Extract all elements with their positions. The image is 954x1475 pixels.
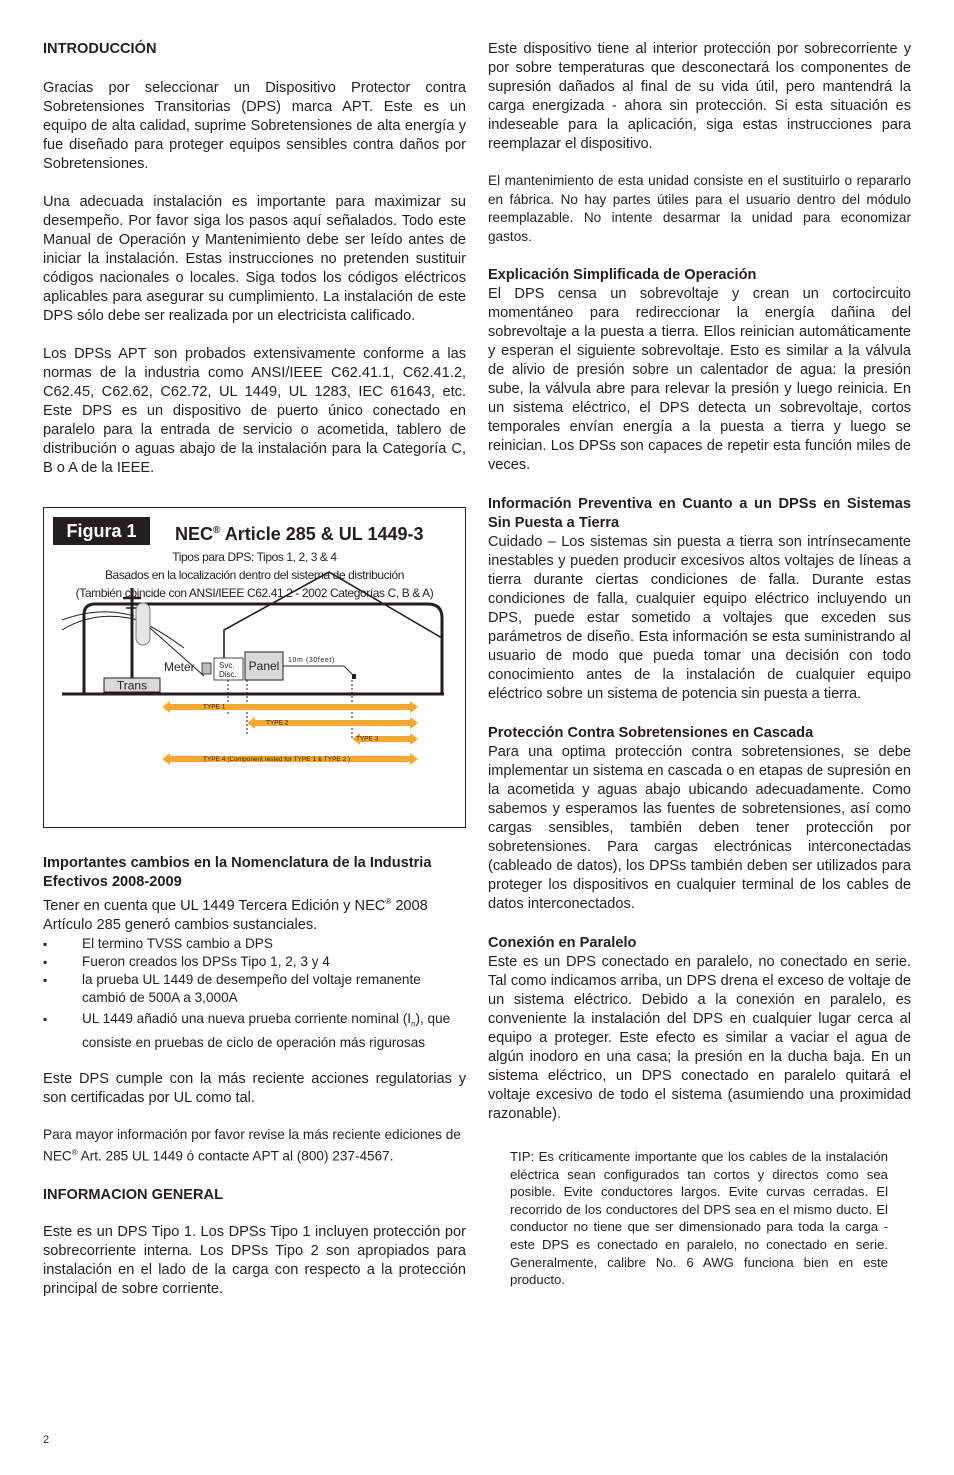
list-item: ▪ Fueron creados los DPSs Tipo 1, 2, 3 y 4 [43,953,466,971]
transformer-icon [136,603,150,645]
intro-paragraph-3: Los DPSs APT son probados extensivamente conforme a las normas de la industria como ANSI/IEEE C62.41.1, C62.41.2, C62.45, C62.62, C62.72, UL 1449, UL 1283, IEC 61643, etc. Este DPS es un dispositivo de puerto único conectado en paralelo para la entrada de servicio o acometida, tablero de distribución o aguas abajo de la instalación para la Categoría C, B o A de la IEEE. [43,346,466,476]
intro-heading: INTRODUCCIÓN [43,41,157,57]
utility-wire [62,616,184,648]
parallel-paragraph: Este es un DPS conectado en paralelo, no conectado en serie. Tal como indicamos arriba, un DPS drena el exceso de voltaje de un sistema eléctrico. Debido a la conexión en paralelo, es conveniente la instalación del DPS en cualquier lugar cerca al equipo a proteger. Este efecto es similar a vaciar el agua de algún inodoro en una casa; la presión en la ducha baja. En un sistema eléctrico, un DPS conectado en paralelo quitará el voltaje excesivo de todo el sistema (asumiendo una proximidad razonable). [488,954,911,1122]
panel-label: Panel [248,659,280,673]
changes-intro: Tener en cuenta que UL 1449 Tercera Edición y NEC® 2008 Artículo 285 generó cambios sustanciales. [43,897,428,933]
meter-box [202,663,211,674]
general-paragraph: Este es un DPS Tipo 1. Los DPSs Tipo 1 incluyen protección por sobrecorriente interna. Los DPSs Tipo 2 son apropiados para instalación en el lado de la carga con respecto a la protección principal de sobre corriente. [43,1224,466,1298]
list-item: ▪ la prueba UL 1449 de desempeño del voltaje remanente cambió de 500A a 3,000A [43,971,466,1007]
type-1-label: TYPE 1 [203,703,226,711]
cascade-paragraph: Para una optima protección contra sobretensiones, se debe implementar un sistema en cascada o en etapas de supresión en la acometida y aguas abajo ubicando adecuadamente. Como sabemos y esperamos las fuentes de sobretensiones, así como cargas sensibles, también deben tener protección por sobretensiones. Para cargas electrónicas interconectadas (cableado de datos), los DPSs también deben ser utilizados para proteger los dispositivos en cualquier terminal de los cables de datos interconectados. [488,744,911,912]
type-4-arrow [162,753,418,765]
svc-label: Svc. [219,661,235,670]
figure-1 [43,507,466,828]
distance-label: 10m (30feet) [288,657,335,664]
disc-label: Disc. [219,670,237,679]
meter-label: Meter [164,660,195,674]
trans-label: Trans [116,678,148,693]
changes-list [43,935,466,1052]
cascade-heading: Protección Contra Sobretensiones en Cascada [488,725,814,741]
general-heading: INFORMACION GENERAL [43,1187,223,1204]
right-column [488,40,911,1289]
figure-subtitle-line-3: (También coincide con ANSI/IEEE C62.41.2 - 2002 Categorías C, B & A) [75,586,434,600]
operation-heading: Explicación Simplificada de Operación [488,267,757,283]
tip-box: TIP: Es críticamente importante que los cables de la instalación eléctrica sean configurados tan cortos y directos como sea posible. Evite conductores largos. Evite curvas cerradas. El recorrido de los conductores del DPS sea en el mismo ducto. El conductor no tiene que ser dimensionado para toda la carga - este DPS es conectado en paralelo, no conectado en serie. Generalmente, calibre No. 6 AWG funciona bien en este producto. [510,1149,888,1288]
type-2-label: TYPE 2 [266,719,289,727]
type-3-arrow [352,733,418,745]
parallel-heading: Conexión en Paralelo [488,935,637,951]
figure-title: NEC® Article 285 & UL 1449-3 [175,524,424,544]
figure-tab: Figura 1 [53,517,150,545]
figure-subtitle-line-2: Basados en la localización dentro del sistema de distribución [104,568,405,582]
type-3-label: TYPE 3 [356,735,379,743]
type-2-arrow [247,717,418,729]
page-number: 2 [43,1434,50,1446]
operation-paragraph: El DPS censa un sobrevoltaje y crean un cortocircuito momentáneo para redireccionar la energía dañina del sobrevoltaje a la puesta a tierra. Ellos reinician automáticamente y esperan el siguiente sobrevoltaje. Esto es similar a la válvula de alivio de presión sobre un calentador de agua: la presión sube, la válvula abre para relevar la presión y luego reinicia. En un sistema eléctrico, el DPS detecta un sobrevoltaje, cortos temporales envían energía a la puesta a tierra y luego se reinician. Los DPSs son capaces de repetir esta función miles de veces. [488,286,911,473]
list-item: ▪ UL 1449 añadió una nueva prueba corriente nominal $(I_n)$, que consiste en pruebas de ciclo de operación más rigurosas [43,1010,466,1052]
maintenance-paragraph: El mantenimiento de esta unidad consiste en el sustituirlo o repararlo en fábrica. No hay partes útiles para el usuario dentro del módulo reemplazable. No intente desarmar la unidad para economizar gastos. [488,173,911,244]
roof-line [224,572,442,660]
protection-paragraph: Este dispositivo tiene al interior protección por sobrecorriente y por sobre temperaturas que desconectará los componentes de supresión dañados al final de su vida útil, pero mantendrá la carga energizada - ahora sin protección. Si esta situación es indeseable para la aplicación, siga estas instrucciones para reemplazar el dispositivo. [488,41,911,152]
left-column [43,40,466,1299]
figure-subtitle-line-1: Tipos para DPS: Tipos 1, 2, 3 & 4 [172,550,337,564]
intro-paragraph-2: Una adecuada instalación es importante para maximizar su desempeño. Por favor siga los pasos aquí señalados. Todo este Manual de Operación y Mantenimiento debe ser leído antes de iniciar la instalación. Estas instrucciones no pretenden sustituir códigos nacionales o locales. Siga todos los códigos eléctricos aplicables para asegurar su cumplimiento. La instalación de este DPS sólo debe ser realizada por un electricista calificado. [43,194,466,324]
changes-heading: Importantes cambios en la Nomenclatura de la Industria Efectivos 2008-2009 [43,855,432,890]
preventive-heading: Información Preventiva en Cuanto a un DPSs en Sistemas Sin Puesta a Tierra [488,496,911,531]
more-info-paragraph: Para mayor información por favor revise la más reciente ediciones de NEC® Art. 285 UL 1449 ó contacte APT al (800) 237-4567. [43,1126,461,1164]
distribution-diagram [44,508,465,827]
intro-paragraph-1: Gracias por seleccionar un Dispositivo Protector contra Sobretensiones Transitorias (DPS) marca APT. Este es un equipo de alta calidad, suprime Sobretensiones de alta energía y fue diseñado para proteger equipos sensibles contra daños por Sobretensiones. [43,80,466,172]
list-item: ▪ El termino TVSS cambio a DPS [43,935,466,953]
type-4-label: TYPE 4 (Component tested for TYPE 1 & TYPE 2 ) [203,756,351,763]
preventive-paragraph: Cuidado – Los sistemas sin puesta a tierra son intrínsecamente inestables y pueden producir excesivos altos voltajes de líneas a tierra durante ciertas condiciones de falla. Durante estas condiciones de falla, cualquier equipo eléctrico incluyendo un DPS, puede estar sometido a voltajes que exceden sus parámetros de diseño. Esta información se esta suministrando al usuario de modo que pueda tomar una decisión con todo conocimiento antes de la instalación de cualquier equipo eléctrico sobre un sistema de potencia sin puesta a tierra. [488,534,911,702]
complies-paragraph: Este DPS cumple con la más reciente acciones regulatorias y son certificadas por UL como tal. [43,1070,466,1106]
type-1-arrow [162,701,418,713]
